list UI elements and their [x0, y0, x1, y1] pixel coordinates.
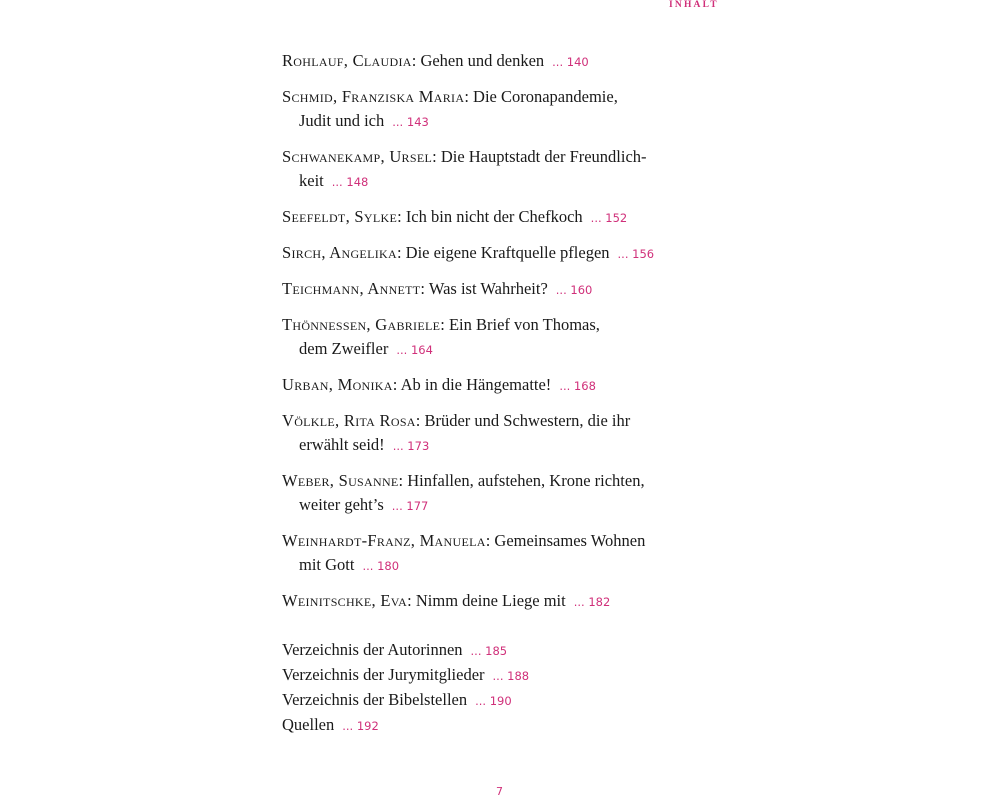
page-ref: ... 160: [555, 283, 593, 297]
appendix-title: Verzeichnis der Autorinnen: [282, 640, 463, 659]
separator: :: [420, 279, 429, 298]
entry-title: Die Hauptstadt der Freundlich-: [440, 147, 647, 166]
entry-title: Nimm deine Liege mit: [415, 591, 566, 610]
entry-title: Die Coronapandemie,: [473, 87, 618, 106]
toc-entry: [282, 85, 692, 134]
appendix-entry: [282, 688, 529, 713]
author-name: Völkle, Rita Rosa: [282, 411, 416, 430]
page-ref: ... 148: [331, 175, 369, 189]
page-number: 7: [496, 785, 503, 798]
separator: :: [440, 315, 449, 334]
appendix-entry: [282, 638, 529, 663]
appendix-title: Verzeichnis der Jurymitglieder: [282, 665, 485, 684]
entry-title: Brüder und Schwestern, die ihr: [424, 411, 631, 430]
entry-title-cont: Judit und ich: [299, 111, 385, 130]
appendix-entry: [282, 663, 529, 688]
separator: :: [464, 87, 474, 106]
toc-entry: [282, 313, 692, 362]
author-name: Schwanekamp, Ursel: [282, 147, 433, 166]
entry-title: Die eigene Kraftquelle pflegen: [405, 243, 610, 262]
toc-entry: [282, 589, 692, 614]
author-name: Seefeldt, Sylke: [282, 207, 398, 226]
toc-entry: [282, 529, 692, 578]
table-of-contents: [282, 49, 692, 614]
page-ref: ... 190: [475, 694, 512, 708]
entry-title: Ein Brief von Thomas,: [448, 315, 600, 334]
entry-title-cont: dem Zweifler: [299, 339, 389, 358]
author-name: Schmid, Franziska Maria: [282, 87, 465, 106]
entry-title: Ab in die Hängematte!: [400, 375, 552, 394]
page-ref: ... 185: [470, 644, 508, 658]
running-head: INHALT: [669, 0, 719, 10]
page-ref: ... 168: [559, 379, 596, 393]
appendix-list: [282, 638, 529, 738]
page-ref: ... 164: [396, 343, 433, 357]
entry-title: Ich bin nicht der Chefkoch: [405, 207, 583, 226]
entry-title: Gemeinsames Wohnen: [494, 531, 646, 550]
entry-title-cont: weiter geht’s: [299, 495, 384, 514]
page-ref: ... 180: [362, 559, 400, 573]
page-ref: ... 143: [392, 115, 429, 129]
separator: :: [397, 207, 406, 226]
toc-entry: [282, 469, 692, 518]
entry-title: Gehen und denken: [420, 51, 545, 70]
separator: :: [398, 471, 408, 490]
page-ref: ... 182: [573, 595, 611, 609]
entry-title-cont: keit: [299, 171, 324, 190]
toc-entry: [282, 277, 692, 302]
separator: :: [411, 51, 421, 70]
author-name: Rohlauf, Claudia: [282, 51, 412, 70]
author-name: Weinitschke, Eva: [282, 591, 408, 610]
author-name: Teichmann, Annett: [282, 279, 421, 298]
separator: :: [396, 243, 406, 262]
entry-title-cont: mit Gott: [299, 555, 355, 574]
page-ref: ... 188: [492, 669, 530, 683]
page-ref: ... 192: [342, 719, 379, 733]
appendix-entry: [282, 713, 529, 738]
author-name: Sirch, Angelika: [282, 243, 397, 262]
page-ref: ... 152: [590, 211, 628, 225]
toc-entry: [282, 373, 692, 398]
toc-entry: [282, 205, 692, 230]
author-name: Weinhardt-Franz, Manuela: [282, 531, 486, 550]
author-name: Weber, Susanne: [282, 471, 399, 490]
entry-title-cont: erwählt seid!: [299, 435, 385, 454]
entry-title: Was ist Wahrheit?: [428, 279, 548, 298]
toc-entry: [282, 241, 692, 266]
page-ref: ... 140: [552, 55, 589, 69]
separator: :: [485, 531, 495, 550]
appendix-title: Quellen: [282, 715, 335, 734]
page-ref: ... 173: [392, 439, 430, 453]
appendix-title: Verzeichnis der Bibelstellen: [282, 690, 468, 709]
toc-entry: [282, 409, 692, 458]
page-ref: ... 177: [391, 499, 429, 513]
separator: :: [432, 147, 441, 166]
separator: :: [392, 375, 401, 394]
toc-entry: [282, 145, 692, 194]
entry-title: Hinfallen, aufstehen, Krone richten,: [407, 471, 645, 490]
author-name: Urban, Monika: [282, 375, 393, 394]
author-name: Thönnessen, Gabriele: [282, 315, 441, 334]
separator: :: [415, 411, 425, 430]
toc-entry: [282, 49, 692, 74]
page-ref: ... 156: [617, 247, 655, 261]
separator: :: [407, 591, 416, 610]
